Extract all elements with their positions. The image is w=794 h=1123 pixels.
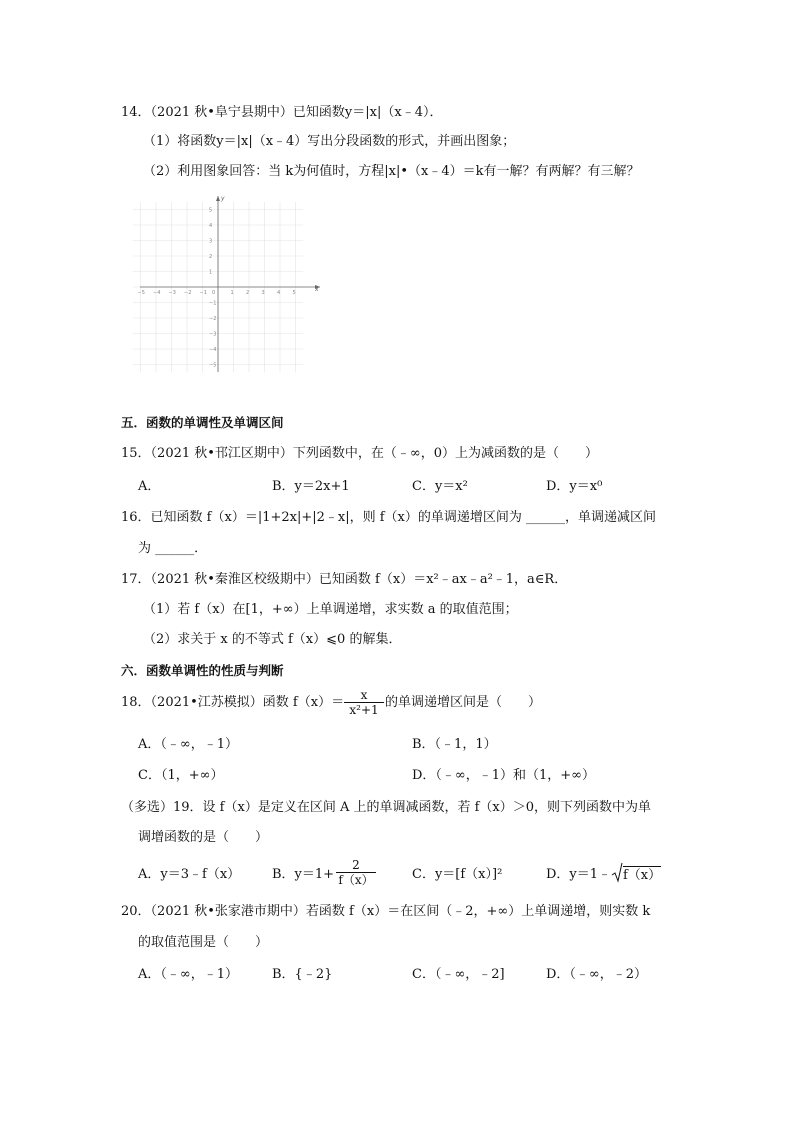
y-tick-label: 1 — [209, 269, 213, 276]
x-tick-label: 2 — [246, 290, 250, 296]
origin-label: 0 — [212, 290, 216, 296]
x-tick-label: 5 — [292, 290, 296, 296]
q18-fraction-denominator: x²+1 — [344, 702, 384, 717]
q17-part2: （2）求关于 x 的不等式 f（x）⩽0 的解集． — [143, 632, 402, 647]
section6-title: 六．函数单调性的性质与判断 — [121, 663, 284, 678]
y-tick-label: −2 — [209, 316, 217, 322]
q20-option-d: D．（﹣∞，﹣2） — [546, 967, 648, 982]
q18-suffix: 的单调递增区间是（ ） — [385, 695, 542, 710]
q16-line2: 为 ______． — [138, 541, 208, 556]
q18-option-c: C．（1，+∞） — [138, 768, 224, 783]
q20-line1: 20．（2021 秋•张家港市期中）若函数 f（x）＝在区间（﹣2，+∞）上单调递增，则实数 k — [121, 904, 651, 919]
y-tick-label: −3 — [209, 331, 217, 338]
q18-fraction-numerator: x — [360, 688, 368, 702]
q15-option-b: B．y＝2x+1 — [272, 479, 350, 494]
q17-stem: 17．（2021 秋•秦淮区校级期中）已知函数 f（x）＝x²﹣ax﹣a²﹣1，a∈R． — [121, 572, 568, 587]
q19-line2: 调增函数的是（ ） — [138, 830, 269, 845]
q20-option-b: B．{﹣2} — [272, 967, 333, 982]
q19-option-b-numerator: 2 — [352, 858, 360, 872]
q18-option-a: A．（﹣∞，﹣1） — [138, 737, 238, 752]
q14-part1: （1）将函数y＝|x|（x﹣4）写出分段函数的形式，并画出图象； — [143, 134, 516, 149]
q20-option-a: A．（﹣∞，﹣1） — [138, 967, 238, 982]
q15-option-a: A． — [138, 479, 161, 494]
x-tick-label: −2 — [184, 290, 192, 296]
q15-option-c: C．y＝x² — [412, 479, 468, 494]
q19-option-b-prefix: B．y＝1+ — [272, 867, 335, 882]
q18-option-d: D．（﹣∞，﹣1）和（1，+∞） — [412, 768, 596, 783]
y-tick-label: 2 — [209, 254, 213, 260]
x-tick-label: −3 — [168, 290, 176, 296]
q18-option-b: B．（﹣1，1） — [412, 737, 497, 752]
q19-option-d-radicand: f（x） — [623, 868, 662, 883]
q15-stem: 15．（2021 秋•邗江区期中）下列函数中，在（﹣∞，0）上为减函数的是（ ） — [121, 446, 599, 461]
q19-option-b-fraction — [336, 858, 376, 887]
q14-stem: 14．（2021 秋•阜宁县期中）已知函数y＝|x|（x﹣4）． — [121, 105, 443, 120]
section5-title: 五．函数的单调性及单调区间 — [121, 415, 284, 430]
q19-option-a: A．y＝3﹣f（x） — [138, 867, 241, 882]
x-tick-label: −5 — [137, 290, 145, 296]
coordinate-graph — [132, 188, 332, 380]
q15-option-d: D．y＝x⁰ — [546, 479, 603, 494]
x-tick-label: 4 — [277, 290, 281, 296]
q20-line2: 的取值范围是（ ） — [138, 935, 269, 950]
q19-option-b-denominator: f（x） — [336, 872, 376, 887]
y-tick-label: 5 — [209, 207, 213, 214]
y-tick-label: −1 — [209, 300, 217, 307]
y-tick-label: −4 — [209, 347, 217, 353]
x-tick-label: 1 — [230, 290, 234, 296]
y-tick-label: −5 — [209, 362, 217, 369]
q19-option-d-prefix: D．y＝1﹣ — [546, 867, 612, 882]
q18-fraction — [344, 688, 384, 717]
q18-prefix: 18．（2021•江苏模拟）函数 f（x）＝ — [121, 695, 345, 710]
y-tick-label: 3 — [209, 238, 213, 245]
x-tick-label: −4 — [153, 290, 161, 296]
q16-line1: 16．已知函数 f（x）＝|1+2x|+|2﹣x|，则 f（x）的单调递增区间为 ______，单调递减区间 — [121, 510, 657, 525]
y-tick-label: 4 — [209, 223, 213, 229]
x-tick-label: 3 — [261, 290, 265, 296]
x-tick-label: −1 — [199, 290, 207, 296]
y-axis-arrow — [216, 196, 220, 201]
q14-part2: （2）利用图象回答：当 k为何值时，方程|x|•（x﹣4）＝k有一解？有两解？有三解？ — [143, 164, 640, 179]
sqrt-symbol-icon — [611, 861, 623, 883]
y-axis-label: y — [221, 195, 225, 202]
x-axis-label: x — [315, 286, 319, 293]
q20-option-c: C．（﹣∞，﹣2] — [412, 967, 505, 982]
q19-line1: （多选）19．设 f（x）是定义在区间 A 上的单调减函数，若 f（x）＞0，则下列函数中为单 — [121, 800, 652, 815]
q19-option-c: C．y＝[f（x）]² — [412, 867, 503, 882]
q17-part1: （1）若 f（x）在[1，+∞）上单调递增，求实数 a 的取值范围； — [143, 602, 518, 617]
